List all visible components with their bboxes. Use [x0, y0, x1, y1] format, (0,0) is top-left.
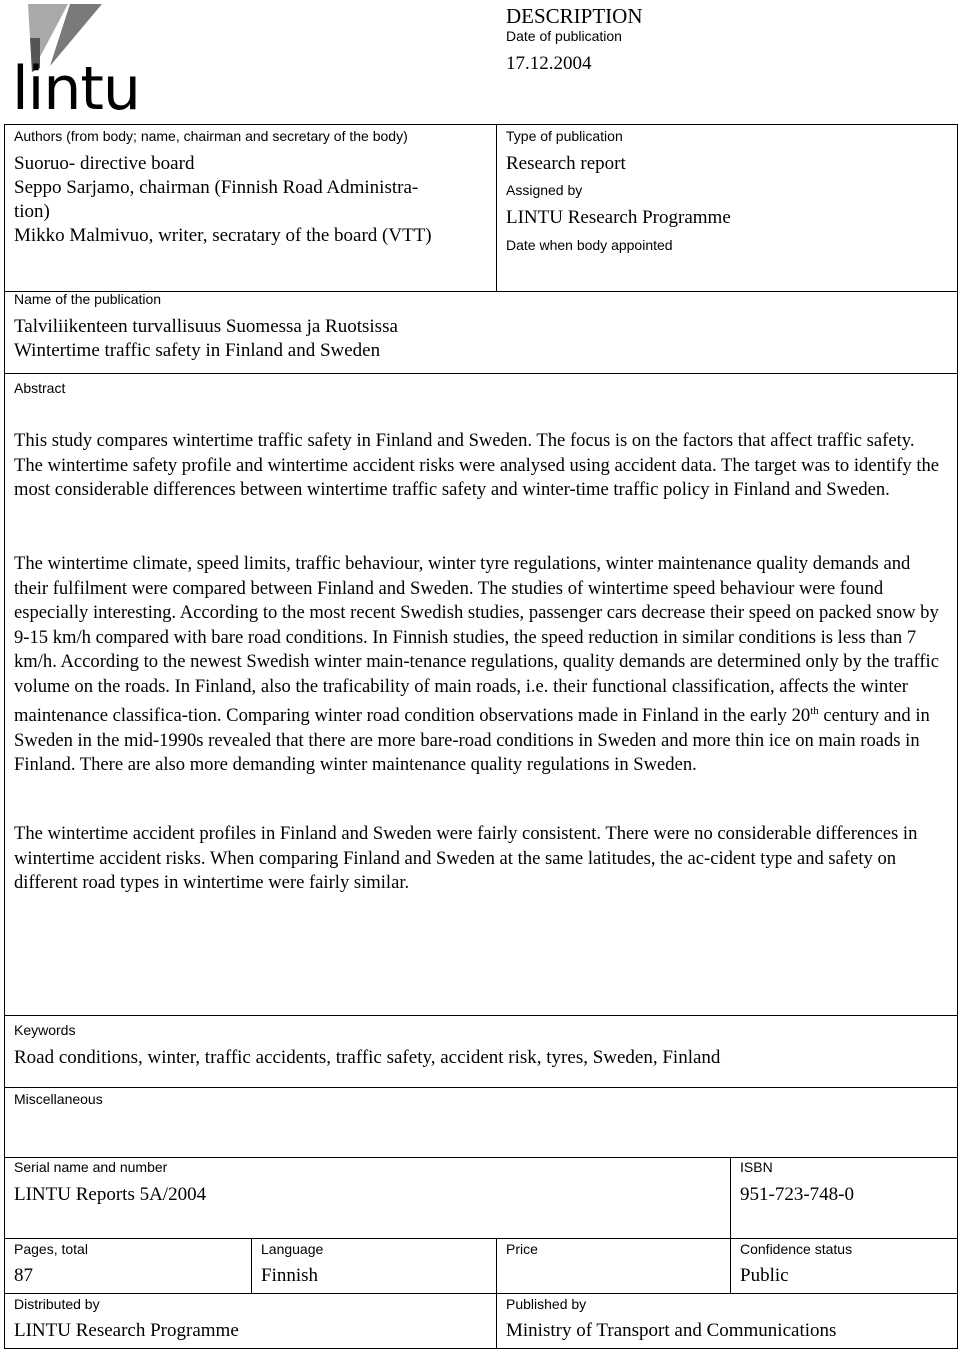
confidence-value: Public [740, 1265, 789, 1286]
divider [496, 1238, 497, 1294]
authors-line: tion) [14, 201, 50, 222]
date-value: 17.12.2004 [506, 53, 592, 74]
divider [496, 1293, 497, 1349]
logo-text: lintu [12, 54, 140, 124]
authors-type-block [4, 124, 958, 292]
divider [251, 1238, 252, 1294]
date-label: Date of publication [506, 28, 622, 44]
divider [496, 124, 497, 292]
keywords-label: Keywords [14, 1022, 76, 1038]
serial-value: LINTU Reports 5A/2004 [14, 1184, 207, 1205]
serial-label: Serial name and number [14, 1159, 168, 1175]
authors-line: Mikko Malmivuo, writer, secratary of the board (VTT) [14, 225, 432, 246]
pages-value: 87 [14, 1265, 33, 1286]
date-appointed-label: Date when body appointed [506, 237, 673, 253]
published-value: Ministry of Transport and Communications [506, 1320, 837, 1341]
assigned-value: LINTU Research Programme [506, 207, 731, 228]
assigned-label: Assigned by [506, 182, 583, 198]
miscellaneous-label: Miscellaneous [14, 1091, 103, 1107]
keywords-value: Road conditions, winter, traffic accidents, traffic safety, accident risk, tyres, Sweden, Finland [14, 1047, 721, 1068]
abstract-paragraph: The wintertime accident profiles in Finland and Sweden were fairly consistent. There were no considerable differences in wintertime accident risks. When comparing Finland and Sweden at the same latitudes, the ac-cident type and safety on different road types in wintertime were fairly similar. [14, 823, 918, 893]
abstract-label: Abstract [14, 380, 66, 396]
confidence-label: Confidence status [740, 1241, 853, 1257]
authors-line: Seppo Sarjamo, chairman (Finnish Road Administra- [14, 177, 419, 198]
language-value: Finnish [261, 1265, 319, 1286]
language-label: Language [261, 1241, 324, 1257]
type-label: Type of publication [506, 128, 623, 144]
abstract-paragraph: The wintertime climate, speed limits, traffic behaviour, winter tyre regulations, winter maintenance quality demands and their fulfilment were compared between Finland and Sweden. The studies of wintertime speed behaviour were found especially interesting. According to the most recent Swedish studies, passenger cars decrease their speed on packed snow by 9-15 km/h compared with bare road conditions. In Finnish studies, the speed reduction in similar conditions is less than 7 km/h. According to the newest Swedish winter main-tenance regulations, quality demands are determined only by the traffic volume on the roads. In Finland, also the traficability of main roads, i.e. their functional classification, affects the winter maintenance classifica-tion. Comparing winter road condition observations made in Finland in the early 20th century and in Sweden in the mid-1990s revealed that there are more bare-road conditions in Sweden and more thin ice on main roads in Finland. There are also more demanding winter maintenance quality regulations in Sweden. [14, 553, 939, 776]
published-label: Published by [506, 1296, 587, 1312]
pages-label: Pages, total [14, 1241, 88, 1257]
publication-title-fi: Talviliikenteen turvallisuus Suomessa ja Ruotsissa [14, 316, 398, 337]
lintu-logo [10, 2, 150, 124]
type-value: Research report [506, 153, 626, 174]
name-label: Name of the publication [14, 291, 162, 307]
isbn-value: 951-723-748-0 [740, 1184, 854, 1205]
price-label: Price [506, 1241, 538, 1257]
authors-label: Authors (from body; name, chairman and secretary of the body) [14, 128, 408, 144]
authors-line: Suoruo- directive board [14, 153, 195, 174]
isbn-label: ISBN [740, 1159, 773, 1175]
doc-type: DESCRIPTION [506, 4, 643, 28]
abstract-paragraph: This study compares wintertime traffic safety in Finland and Sweden. The focus is on the factors that affect traffic safety. The wintertime safety profile and wintertime accident risks were analysed using accident data. The target was to identify the most considerable differences between wintertime traffic safety and winter-time traffic policy in Finland and Sweden. [14, 430, 940, 500]
distributed-label: Distributed by [14, 1296, 100, 1312]
distributed-value: LINTU Research Programme [14, 1320, 239, 1341]
publication-title-en: Wintertime traffic safety in Finland and Sweden [14, 340, 381, 361]
divider [4, 373, 958, 374]
miscellaneous-block [4, 1087, 958, 1158]
divider [730, 1157, 731, 1239]
divider [730, 1238, 731, 1294]
